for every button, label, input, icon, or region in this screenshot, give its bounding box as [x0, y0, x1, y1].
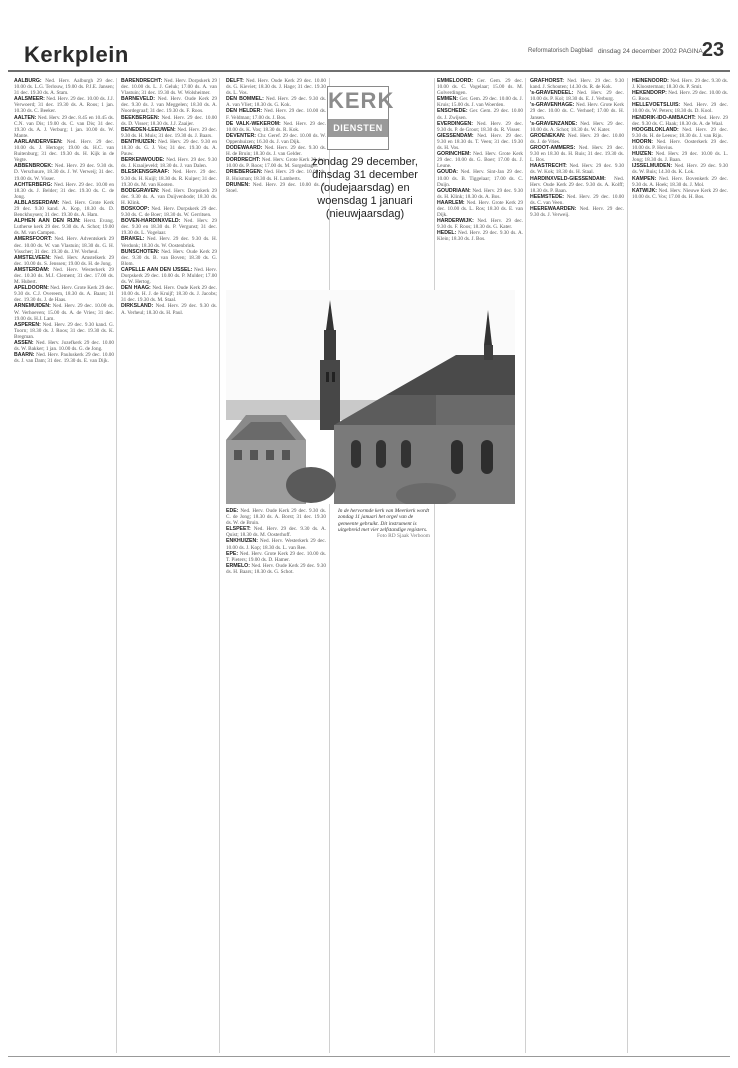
- church-listing: [530, 176, 624, 194]
- kerkdiensten-feature: [300, 86, 430, 252]
- listing-services: Ned. Herv. Dorpskerk 29 dec. 9.30 ds. A. van Duijvenbode; 18.30 ds. H. Klink.: [121, 187, 217, 206]
- church-listing: [437, 169, 523, 187]
- listing-column-3b: [226, 508, 326, 1053]
- church-listing: [14, 200, 114, 218]
- listing-place: GIESSENDAM:: [437, 132, 474, 139]
- listing-place: DEN HAAG:: [121, 285, 151, 292]
- listing-place: DELFT:: [226, 78, 244, 84]
- church-listing: [121, 206, 217, 218]
- church-listing: [437, 218, 523, 230]
- church-listing: [14, 218, 114, 236]
- church-listing: [632, 151, 728, 163]
- listing-services: Chr. Geref. 29 dec. 10.00 ds. W. Oppenhuizen; 16.30 ds. J. van Dijk.: [226, 132, 326, 145]
- listing-services: Ned. Herv. 29 dec. 9.30 ds. C. Haak; 18.30 ds. A. de Waal.: [632, 114, 728, 127]
- listing-place: EVERDINGEN:: [437, 120, 474, 127]
- church-listing: [14, 303, 114, 321]
- church-listing: [121, 157, 217, 169]
- listing-services: Herst. Evang. Lutherse kerk 29 dec. 9.30 ds. A. Schot; 19.00 ds. M. van Campen.: [14, 218, 114, 237]
- column-divider: [627, 78, 628, 1053]
- church-listing: [530, 121, 624, 133]
- section-title: Kerkplein: [24, 42, 129, 67]
- listing-services: Ned. Herv. Grote Kerk 29 dec. 10.00 ds. L. Ros; 18.30 ds. E. van Dijk.: [437, 199, 523, 219]
- church-listing: [121, 249, 217, 267]
- listing-services: Ned. Herv. Jozefkerk 29 dec. 10.00 ds. W. Bakker; 1 jan. 10.00 ds. G. de Jong.: [14, 340, 114, 353]
- listing-services: Ned. Herv. 29 dec. 9.30 ds. A. Klein; 18.30 ds. J. Bos.: [437, 230, 523, 243]
- listing-services: Ned. Herv. Aalburgh 29 dec. 10.00 ds. L.G. Terlouw, 19.00 ds. P.J.E. Jansen; 31 dec. 19.30 ds. A. Stam.: [14, 78, 114, 97]
- listing-place: DRUNEN:: [226, 181, 250, 188]
- listing-services: Ned. Herv. 29 dec. 9.30 ds. W. Buis; 14.30 ds. K. Lok.: [632, 163, 728, 176]
- church-listing: [437, 108, 523, 120]
- listing-column-7: [632, 78, 728, 1053]
- listing-place: ABBENBROEK:: [14, 163, 53, 170]
- listing-services: Ned. Herv. 29 dec. 9.30 ds. D. Verschuure, 18.30 ds. J. W. Verweij; 31 dec. 19.00 ds. W. Visser.: [14, 163, 114, 182]
- column-divider: [434, 78, 435, 1053]
- page-header: [8, 39, 732, 68]
- listing-services: Ned. Herv. Oude Kerk 29 dec. 9.30 ds. J. van Meggelen; 18.30 ds. A. Noordegraaf; 31 dec. 19.30 ds. F. Roos.: [121, 96, 217, 115]
- church-listing: [121, 169, 217, 187]
- listing-place: BUNSCHOTEN:: [121, 248, 160, 255]
- listing-place: GROOT-AMMERS:: [530, 145, 576, 152]
- listing-place: ASSEN:: [14, 340, 34, 347]
- newspaper-name: Reformatorisch Dagblad: [528, 48, 593, 54]
- listing-services: Ned. Herv. Grote Kerk 29 dec. 10.00 ds. T. Pieters; 19.00 ds. D. Hamer.: [226, 550, 326, 563]
- listing-place: ELSPEET:: [226, 526, 251, 533]
- church-listing: [632, 115, 728, 127]
- church-listing: [632, 90, 728, 102]
- listing-place: DEVENTER:: [226, 132, 256, 139]
- church-listing: [121, 236, 217, 248]
- church-listing: [226, 551, 326, 563]
- listing-place: CAPELLE AAN DEN IJSSEL:: [121, 266, 193, 273]
- logo-top-text: KERK: [328, 88, 395, 113]
- listing-services: Ned. Herv. 29 dec. 9.30 en 18.30 ds. T. Veen; 31 dec. 19.30 ds. H. Vos.: [437, 132, 523, 152]
- listing-services: Ned. Herv. Adventskerk 29 dec. 10.00 ds. W. van Vlastuin; 18.30 ds. G. H. Visscher; 31 dec. 19.30 ds. J.W. Verheul.: [14, 236, 114, 255]
- church-listing: [437, 78, 523, 96]
- church-listing: [14, 139, 114, 163]
- listing-place: AMSTERDAM:: [14, 266, 50, 273]
- church-listing: [530, 194, 624, 206]
- church-listing: [121, 96, 217, 114]
- listing-place: DEN BOMMEL:: [226, 96, 264, 103]
- church-listing: [121, 127, 217, 139]
- listing-services: Ned. Herv. Pauluskerk 29 dec. 10.00 ds. J. van Dam; 31 dec. 19.30 ds. E. van Dijk.: [14, 352, 114, 365]
- listing-services: Ned. Herv. Grote Kerk 29 dec. 9.30 ds. C.J. Overeem, 18.30 ds. A. Baars; 31 dec. 19.30 ds. J. de Haas.: [14, 285, 114, 304]
- photo-caption: [338, 508, 430, 539]
- listing-place: AMSTELVEEN:: [14, 254, 51, 261]
- listing-place: DIRKSLAND:: [121, 303, 154, 310]
- listing-place: HAASTRECHT:: [530, 163, 567, 170]
- listing-services: Ned. Herv. 29 dec. 10.00 ds. W. Verhoeven; 15.00 ds. A. de Vries; 31 dec. 19.00 ds. H.J. Lam.: [14, 303, 114, 322]
- listing-place: GORINCHEM:: [437, 151, 472, 158]
- listing-services: Ned. Herv. Oude Kerk 29 dec. 9.30 ds. H. Baars; 18.30 ds. G. Schot.: [226, 562, 326, 575]
- listing-place: 's-GRAVENDEEL:: [530, 90, 574, 97]
- church-listing: [121, 218, 217, 236]
- church-listing: [530, 145, 624, 163]
- listing-services: Ned. Herv. 29 dec. 9.30 ds. J. Verweij.: [530, 205, 624, 219]
- listing-place: ALPHEN AAN DEN RIJN:: [14, 218, 81, 225]
- listing-services: Ned. Herv. Grote Kerk 29 dec. 9.30 kand. A. Kop, 18.30 ds. D. Benckhuysen; 31 dec. 19.30 ds. A. Ham.: [14, 199, 114, 219]
- listing-place: EMMEN:: [437, 96, 459, 103]
- church-listing: [14, 236, 114, 254]
- listing-services: Ned. Herv. Westerkerk 29 dec. 10.00 ds. J. Kop; 18.30 ds. L. van Ree.: [226, 538, 326, 551]
- listing-services: Ned. Herv. Grote Kerk 29 dec. 10.00 ds. P. Roos; 17.00 ds. M. Sorgedrager.: [226, 157, 326, 170]
- listing-column-6: [530, 78, 624, 1053]
- church-listing: [632, 78, 728, 90]
- church-listing: [632, 102, 728, 114]
- listing-services: Ned. Herv. 29 dec. 9.30 en 18.30 ds. G. J. Vos; 31 dec. 19.30 ds. A. Pauw.: [121, 138, 217, 158]
- church-listing: [530, 133, 624, 145]
- listing-place: HOORN:: [632, 138, 654, 145]
- church-listing: [530, 102, 624, 120]
- church-listing: [14, 163, 114, 181]
- listing-place: GRAFHORST:: [530, 78, 565, 84]
- listing-place: BERKENWOUDE:: [121, 157, 165, 164]
- listing-services: Ned. Herv. Dorpskerk 29 dec. 10.00 ds. P. Mulder; 17.00 ds. W. Hertog.: [121, 266, 217, 286]
- church-photo-illustration: [226, 290, 515, 504]
- listing-place: DODEWAARD:: [226, 145, 263, 152]
- church-listing: [437, 121, 523, 133]
- church-photo: [226, 290, 515, 504]
- church-listing: [14, 182, 114, 200]
- listing-services: Ned. Herv. 29 dec. 9.30 ds. H. de Bruin; 18.30 ds. J. van Gelder.: [226, 145, 326, 158]
- listing-services: Ned. Herv. Grote Kerk 29 dec. 10.00 ds. C. Verhoef; 17.00 ds. H. Jansen.: [530, 102, 624, 121]
- listing-place: HARDINXVELD-GIESSENDAM:: [530, 175, 606, 182]
- church-listing: [632, 163, 728, 175]
- listing-column-5: [437, 78, 523, 1053]
- issue-date: dinsdag 24 december 2002 PAGINA: [598, 48, 703, 55]
- listing-services: Ned. Herv. 29 dec. 9.30 ds. P. de Groot; 18.30 ds. R. Visser.: [437, 120, 523, 133]
- listing-place: HENDRIK-IDO-AMBACHT:: [632, 114, 696, 121]
- church-listing: [14, 340, 114, 352]
- listing-place: BLESKENSGRAAF:: [121, 169, 170, 176]
- column-divider: [219, 78, 220, 1053]
- church-listing: [437, 151, 523, 169]
- listing-place: AALBURG:: [14, 78, 42, 84]
- listing-place: ASPEREN:: [14, 321, 41, 328]
- listing-services: Ned. Herv. 29 dec. 10.00 ds. C. van Veen.: [530, 193, 624, 206]
- listing-services: Ned. Herv. 29 dec. 9.30 ds. J. Kraaijeveld; 18.30 ds. J. van Dalen.: [121, 157, 217, 170]
- listing-place: ENKHUIZEN:: [226, 538, 258, 545]
- listing-services: Ned. Herv. Amstelkerk 29 dec. 10.00 ds. S. Jenssen; 19.00 ds. H. de Jong.: [14, 254, 114, 267]
- listing-place: KAMPEN:: [632, 175, 657, 182]
- listing-place: GROENEKAN:: [530, 132, 566, 139]
- listing-place: HUIZEN:: [632, 151, 654, 158]
- church-listing: [437, 96, 523, 108]
- listing-place: DRIEBERGEN:: [226, 169, 263, 176]
- church-listing: [14, 322, 114, 340]
- listing-place: HELLEVOETSLUIS:: [632, 102, 681, 109]
- listing-services: Ned. Herv. 29 dec. 10.00 ds. J. de Vries.: [530, 132, 624, 145]
- listing-place: DEN HELDER:: [226, 108, 263, 115]
- page-number: 23: [701, 39, 725, 61]
- listing-place: HARDERWIJK:: [437, 218, 474, 225]
- listing-place: EDE:: [226, 508, 239, 514]
- listing-services: Ned. Herv. 29 dec. 8.45 en 10.45 ds. C.N. van Dis; 19.00 ds. C. van Dis; 31 dec. 19.30 ds. A. J. Verburg; 1 jan. 10.00 ds. W. Mante.: [14, 114, 114, 139]
- listing-place: 's-GRAVENHAGE:: [530, 102, 575, 109]
- feature-intro: zondag 29 december, dinsdag 31 december (oudejaarsdag) en woensdag 1 januari (nieuwjaarsdag): [312, 156, 418, 220]
- listing-column-1: [14, 78, 114, 1053]
- listing-services: Ned. Herv. 29 dec. 10.00 en 18.30 ds. J. Belder; 31 dec. 19.30 ds. C. de Jong.: [14, 181, 114, 200]
- listing-services: Ned. Herv. 29 dec. 9.30 kand. G. Toorn; 18.30 ds. J. Roos; 31 dec. 19.30 ds. K. Bregman.: [14, 321, 114, 340]
- church-listing: [632, 127, 728, 139]
- footer-rule: [8, 1056, 730, 1057]
- listing-services: Ned. Herv. 29 dec. 10.00 ds. J. Hertoge; 19.00 ds. H.C. van Ruitenburg; 31 dec. 19.30 ds. H. Kijk in de Vegte.: [14, 138, 114, 164]
- listing-place: BOSKOOP:: [121, 205, 150, 212]
- church-listing: [530, 90, 624, 102]
- listing-place: DE VALK-WEKEROM:: [226, 120, 281, 127]
- listing-services: Ned. Herv. 29 dec. 9.30 ds. J. Kloosterman; 18.30 ds. P. Smit.: [632, 78, 728, 91]
- church-listing: [226, 538, 326, 550]
- listing-services: Ned. Herv. 29 dec. 10.00 ds. J. Stoel.: [226, 181, 326, 194]
- listing-place: HOOGBLOKLAND:: [632, 126, 679, 133]
- listing-services: Ned. Herv. 29 dec. 9.30 en 18.30 ds. P. Vergunst; 31 dec. 19.30 ds. L. Vogelaar.: [121, 218, 217, 237]
- listing-services: Ned. Herv. Oude Kerk 29 dec. 9.30 ds. C. de Jong; 18.30 ds. A. Borst; 31 dec. 19.30 ds. W. de Bruin.: [226, 508, 326, 527]
- listing-services: Ned. Herv. 29 dec. 10.00 ds. L. Jong; 18.30 ds. J. Baan.: [632, 151, 728, 164]
- listing-place: HEEMSTEDE:: [530, 193, 565, 200]
- listing-place: AARLANDERVEEN:: [14, 138, 63, 145]
- listing-place: ACHTERBERG:: [14, 181, 53, 188]
- listing-place: ARNEMUIDEN:: [14, 303, 51, 310]
- listing-place: APELDOORN:: [14, 285, 49, 292]
- listing-place: ERMELO:: [226, 562, 250, 569]
- listing-services: Ned. Herv. 29 dec. 9.30 ds. W. Kok; 18.30 ds. H. Staal.: [530, 163, 624, 176]
- listing-services: Ned. Herv. Nieuwe Kerk 29 dec. 10.00 ds. C. Vos; 17.00 ds. H. Bos.: [632, 187, 728, 200]
- listing-place: BODEGRAVEN:: [121, 187, 160, 194]
- church-listing: [121, 267, 217, 285]
- listing-services: Ned. Herv. 29 dec. 9.30 ds. A. Quist; 18.30 ds. M. Oosterhoff.: [226, 526, 326, 539]
- listing-place: BOVEN-HARDINXVELD:: [121, 218, 181, 225]
- listing-services: Ned. Herv. 29 dec. 10.00 ds. K. Vos; 18.30 ds. R. Kok.: [226, 120, 326, 133]
- column-divider: [116, 78, 117, 1053]
- listing-place: BARENDRECHT:: [121, 78, 163, 84]
- listing-place: AALSMEER:: [14, 96, 45, 103]
- listing-place: DORDRECHT:: [226, 157, 261, 164]
- church-listing: [226, 526, 326, 538]
- listing-services: Ned. Herv. 29 dec. 10.00 ds. F. Veldman; 17.00 ds. J. Bos.: [226, 108, 326, 121]
- church-listing: [121, 285, 217, 303]
- church-listing: [121, 303, 217, 315]
- listing-services: Ned. Herv. 29 dec. 10.00 ds. A. Schot; 18.30 ds. W. Kater.: [530, 120, 624, 133]
- listing-place: GOUDRIAAN:: [437, 187, 471, 194]
- church-listing: [632, 188, 728, 200]
- listing-place: KATWIJK:: [632, 187, 657, 194]
- listing-services: Ned. Herv. 29 dec. 9.30 ds. H. Kuijl; 18.30 ds. R. Kuiper; 31 dec. 19.30 ds. M. van Kooten.: [121, 169, 217, 188]
- listing-services: Ned. Herv. 29 dec. 9.30 ds. A. Verheul; 18.30 ds. H. Paul.: [121, 303, 217, 316]
- church-listing: [14, 78, 114, 96]
- listing-services: Ned. Herv. 29 dec. 10.00 ds. P. Kol; 18.30 ds. E. J. Verburg.: [530, 90, 624, 103]
- listing-place: HEINENOORD:: [632, 78, 669, 84]
- church-listing: [437, 133, 523, 151]
- listing-services: Ned. Herv. 29 dec. 9.30 ds. F. Roos; 18.30 ds. G. Kater.: [437, 218, 523, 231]
- church-listing: [437, 200, 523, 218]
- listing-services: Ned. Herv. Oude Kerk 29 dec. 9.30 ds. B. van Boven; 18.30 ds. G. Blom.: [121, 248, 217, 267]
- church-listing: [121, 139, 217, 157]
- church-listing: [632, 139, 728, 151]
- church-listing: [14, 255, 114, 267]
- church-listing: [14, 285, 114, 303]
- listing-place: HAARLEM:: [437, 199, 465, 206]
- listing-services: Ned. Herv. Grote Kerk 29 dec. 10.00 ds. G. Boer; 17.00 ds. J. Leune.: [437, 151, 523, 170]
- listing-place: ALBLASSERDAM:: [14, 199, 60, 206]
- church-listing: [530, 206, 624, 218]
- listing-place: BRAKEL:: [121, 236, 145, 243]
- listing-services: Ned. Herv. Oude Kerk 29 dec. 10.00 ds. G. Kieviet; 18.30 ds. J. Hage; 31 dec. 19.30 ds. L. Vos.: [226, 78, 326, 97]
- photo-credit: Foto RD Sjaak Verboom: [376, 533, 430, 540]
- listing-services: Ned. Herv. Westerkerk 29 dec. 10.30 ds. M.J. Clement; 31 dec. 17.00 ds. M. Hubert.: [14, 266, 114, 286]
- listing-services: Ned. Herv. 29 dec. 9.30 ds. A. van Vliet; 18.30 ds. G. Kok.: [226, 96, 326, 109]
- listing-services: Ned. Herv. Oude Kerk 29 dec. 9.30 ds. A. Kolff; 18.30 ds. P. Baan.: [530, 175, 624, 194]
- listing-services: Ger. Gem. 29 dec. 10.00 ds. C. Vogelaar; 15.00 ds. M. Golverdingen.: [437, 78, 523, 97]
- listing-place: AMERSFOORT:: [14, 236, 53, 243]
- column-divider: [525, 78, 526, 1053]
- church-listing: [121, 188, 217, 206]
- listing-place: HEDEL:: [437, 230, 457, 237]
- listing-services: Ned. Herv. 29 dec. 9.30 ds. H. de Leeuw; 18.30 ds. J. van Rijn.: [632, 126, 728, 139]
- listing-column-2: [121, 78, 217, 1053]
- listing-services: Ned. Herv. 29 dec. 10.00 ds. W. Peters; 18.30 ds. D. Kool.: [632, 102, 728, 115]
- church-listing: [14, 352, 114, 364]
- listing-services: Ned. Herv. Dorpskerk 29 dec. 9.30 ds. C. de Boer; 18.30 ds. W. Gerritsen.: [121, 205, 217, 219]
- listing-place: BAARN:: [14, 352, 35, 359]
- listing-services: Ger. Gem. 29 dec. 10.00 ds. J. Kruis; 15.00 ds. J. van Woerden.: [437, 96, 523, 109]
- listing-services: Ned. Herv. 29 dec. 10.00 ds. G. Roos.: [632, 90, 728, 103]
- church-listing: [14, 267, 114, 285]
- kerkdiensten-logo: [327, 86, 395, 150]
- listing-place: BENTHUIZEN:: [121, 138, 157, 145]
- church-listing: [121, 115, 217, 127]
- church-listing: [632, 176, 728, 188]
- listing-services: Ned. Herv. Oude Kerk 29 dec. 10.00 ds. H. J. de Kruijf; 18.30 ds. J. Jacobs; 31 dec. 19.30 ds. M. Staal.: [121, 285, 217, 304]
- listing-services: Ger. Gem. 29 dec. 10.00 ds. J. Zwijsen.: [437, 108, 523, 121]
- listing-services: Ned. Herv. 29 dec. 9.30 en 18.30 ds. H. Ruis; 31 dec. 19.30 ds. L. Bos.: [530, 145, 624, 164]
- church-listing: [121, 78, 217, 96]
- listing-place: BENEDEN-LEEUWEN:: [121, 126, 176, 133]
- listing-services: Ned. Herv. 29 dec. 9.30 ds. H. Muis; 31 dec. 19.30 ds. J. Baars.: [121, 126, 217, 139]
- listing-services: Ned. Herv. 29 dec. 10.00 ds. D. Visser; 18.30 ds. J.J. Zaaijer.: [121, 114, 217, 127]
- church-listing: [226, 508, 326, 526]
- listing-services: Ned. Herv. Sint-Jan 29 dec. 10.00 ds. B. Tiggelaar; 17.00 ds. C. Duijn.: [437, 169, 523, 188]
- listing-services: Ned. Herv. 29 dec. 9.30 ds. H. Verdonk; 18.30 ds. W. Oostenbrink.: [121, 236, 217, 249]
- listing-place: HEKENDORP:: [632, 90, 667, 97]
- listing-place: AALTEN:: [14, 114, 37, 121]
- listing-services: Ned. Herv. Bovenkerk 29 dec. 9.30 ds. A. Hoek; 18.30 ds. J. Mol.: [632, 175, 728, 188]
- logo-bottom-text: DIENSTEN: [328, 119, 388, 137]
- listing-place: GOUDA:: [437, 169, 459, 176]
- listing-place: IJSSELMUIDEN:: [632, 163, 673, 170]
- listing-place: EPE:: [226, 550, 239, 557]
- listing-place: BARNEVELD:: [121, 96, 156, 103]
- listing-place: BEEKBERGEN:: [121, 114, 160, 121]
- listing-services: Ned. Herv. Dorpskerk 29 dec. 10.00 ds. L. J. Geluk; 17.00 ds. A. van Vlastuin; 31 dec. 19.30 ds. W. Wolsheimer.: [121, 78, 217, 97]
- listing-services: Ned. Herv. 29 dec. 10.00 ds. B. Huisman; 18.30 ds. H. Lamberts.: [226, 169, 326, 182]
- church-listing: [530, 163, 624, 175]
- church-listing: [437, 230, 523, 242]
- church-listing: [226, 563, 326, 575]
- listing-place: EMMELOORD:: [437, 78, 474, 84]
- listing-services: Ned. Herv. 29 dec. 10.00 ds. J.J. Verwoerd; 31 dec. 19.30 ds. A. Roos; 1 jan. 10.30 ds. C. Beeker.: [14, 96, 114, 115]
- listing-place: ENSCHEDE:: [437, 108, 468, 115]
- listing-place: HEEREWAARDEN:: [530, 205, 577, 212]
- church-listing: [14, 96, 114, 114]
- header-rule: [8, 70, 730, 72]
- church-listing: [530, 78, 624, 90]
- church-listing: [437, 188, 523, 200]
- listing-services: Ned. Herv. 29 dec. 9.30 ds. H. Klink; 18.30 ds. A. Bos.: [437, 187, 523, 200]
- listing-services: Ned. Herv. 29 dec. 9.30 kand. J. Schouten; 14.30 ds. R. de Kok.: [530, 78, 624, 91]
- church-listing: [14, 115, 114, 139]
- caption-text: In de hervormde kerk van Meerkerk wordt zondag 11 januari het orgel van de gemeente gebruikt. Dit instrument is uitgebreid met vier zelfstandige registers.: [338, 508, 430, 533]
- listing-place: 's-GRAVENZANDE:: [530, 120, 578, 127]
- listing-services: Ned. Herv. Oosterkerk 29 dec. 10.00 ds. P. Hovius.: [632, 138, 728, 152]
